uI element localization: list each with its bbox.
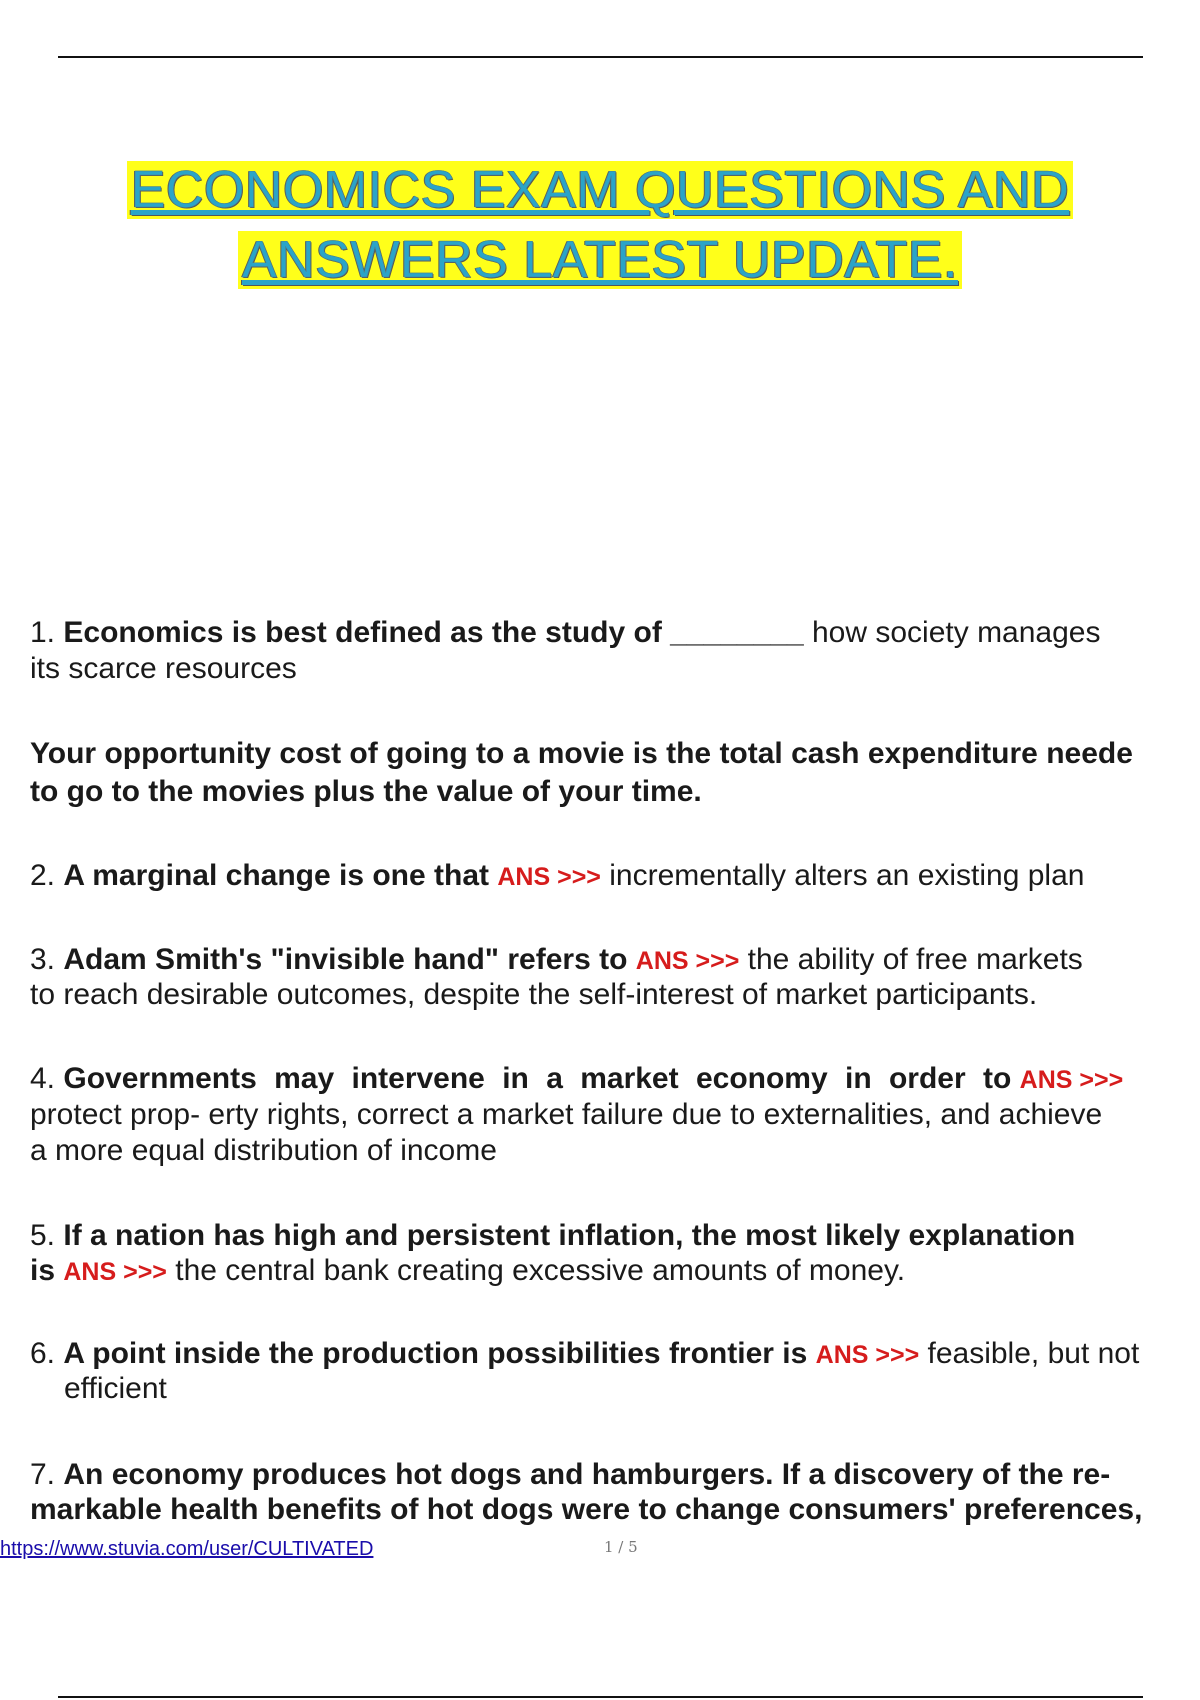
question-1-cont <box>30 651 1200 687</box>
question-text: Adam Smith's "invisible hand" refers to <box>63 943 628 976</box>
ans-marker: ANS >>> <box>635 947 740 975</box>
opportunity-cost-line-2: to go to the movies plus the value of your time. <box>30 775 702 808</box>
title-line-2: ANSWERS LATEST UPDATE. <box>238 231 962 289</box>
ans-marker: ANS >>> <box>1019 1066 1124 1094</box>
question-6-cont: efficient <box>64 1372 167 1405</box>
question-3-cont: to reach desirable outcomes, despite the self-interest of market participants. <box>30 978 1038 1011</box>
ans-marker: ANS >>> <box>497 863 601 891</box>
stuvia-user-link[interactable]: https://www.stuvia.com/user/CULTIVATED <box>0 1538 374 1560</box>
question-1: 1. Economics is best defined as the study of ________ how society manages <box>30 616 1101 649</box>
answer-text: its scarce resources <box>30 652 297 685</box>
question-4: 4. Governments may intervene in a market economy in order to ANS >>> <box>30 1062 1124 1095</box>
question-7: 7. An economy produces hot dogs and hamburgers. If a discovery of the re- <box>30 1458 1111 1491</box>
question-5-cont: is ANS >>> the central bank creating excessive amounts of money. <box>30 1254 906 1287</box>
question-4-cont-2: a more equal distribution of income <box>30 1134 497 1167</box>
question-text: Governments may intervene in a market economy in order to <box>63 1062 1012 1095</box>
bottom-rule <box>58 1696 1143 1698</box>
question-4-cont: protect prop- erty rights, correct a market failure due to externalities, and achieve <box>30 1098 1103 1131</box>
document-title <box>0 155 1200 295</box>
question-text: Economics is best defined as the study of ________ <box>63 616 804 649</box>
answer-text: feasible, but not <box>919 1337 1140 1370</box>
question-text: An economy produces hot dogs and hamburgers. If a discovery of the re- <box>63 1458 1111 1491</box>
title-line-1: ECONOMICS EXAM QUESTIONS AND <box>127 161 1074 219</box>
question-6: 6. A point inside the production possibilities frontier is ANS >>> feasible, but not <box>30 1337 1140 1370</box>
question-2: 2. A marginal change is one that ANS >>> incrementally alters an existing plan <box>30 859 1085 892</box>
question-text: A marginal change is one that <box>63 859 490 892</box>
answer-text: how society manages <box>803 616 1101 649</box>
question-text: A point inside the production possibilities frontier is <box>63 1337 808 1370</box>
answer-text: the central bank creating excessive amounts of money. <box>166 1254 906 1287</box>
answer-text: incrementally alters an existing plan <box>600 859 1085 892</box>
page-number: 1 / 5 <box>604 1538 638 1556</box>
question-text: If a nation has high and persistent inflation, the most likely explanation <box>63 1219 1076 1252</box>
question-3: 3. Adam Smith's "invisible hand" refers to ANS >>> the ability of free markets <box>30 943 1083 976</box>
top-rule <box>58 56 1143 58</box>
answer-text: the ability of free markets <box>739 943 1083 976</box>
ans-marker: ANS >>> <box>815 1341 920 1369</box>
opportunity-cost-line-1: Your opportunity cost of going to a movie is the total cash expenditure neede <box>30 737 1133 770</box>
ans-marker: ANS >>> <box>63 1258 167 1286</box>
question-7-cont: markable health benefits of hot dogs were to change consumers' preferences, <box>30 1493 1143 1526</box>
question-5: 5. If a nation has high and persistent inflation, the most likely explanation <box>30 1219 1076 1252</box>
